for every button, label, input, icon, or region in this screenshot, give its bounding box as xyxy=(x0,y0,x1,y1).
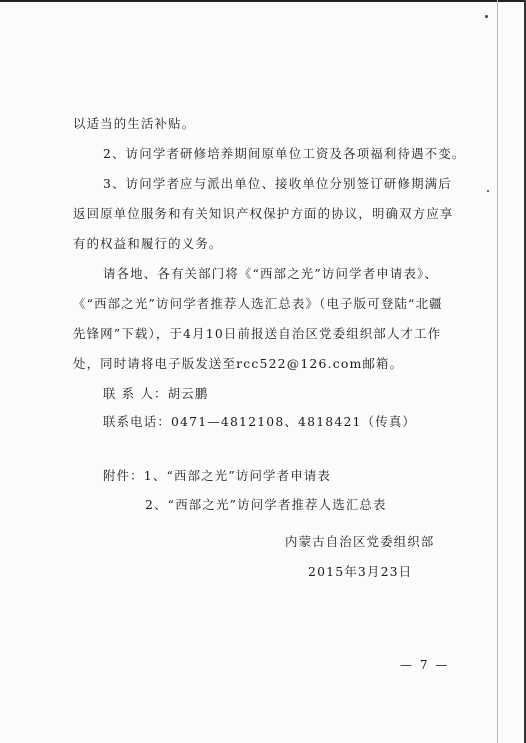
signature-org: 内蒙古自治区党委组织部 xyxy=(285,534,435,549)
body-line-4: 返回原单位服务和有关知识产权保护方面的协议，明确双方应享 xyxy=(73,206,454,221)
body-line-9: 处，同时请将电子版发送至rcc522@126.com邮箱。 xyxy=(73,356,404,371)
scan-speck xyxy=(487,190,489,192)
contact-phone: 联系电话：0471—4812108、4818421（传真） xyxy=(103,414,416,429)
body-line-3: 3、访问学者应与派出单位、接收单位分别签订研修期满后 xyxy=(103,176,452,191)
body-line-7: 《“西部之光”访问学者推荐人选汇总表》（电子版可登陆“北疆 xyxy=(73,296,443,311)
body-line-8: 先锋网”下载），于4月10日前报送自治区党委组织部人才工作 xyxy=(73,326,442,341)
contact-person: 联 系 人：胡云鹏 xyxy=(103,386,209,401)
scan-margin-line xyxy=(497,0,498,743)
body-line-5: 有的权益和履行的义务。 xyxy=(73,236,223,251)
signature-date: 2015年3月23日 xyxy=(308,564,413,579)
attachment-1: 附件：1、“西部之光”访问学者申请表 xyxy=(103,468,332,483)
body-line-6: 请各地、各有关部门将《“西部之光”访问学者申请表》、 xyxy=(103,266,439,281)
page-number: — 7 — xyxy=(400,658,450,672)
body-line-2: 2、访问学者研修培养期间原单位工资及各项福利待遇不变。 xyxy=(103,146,466,161)
scan-speck xyxy=(485,15,488,18)
scan-border-top xyxy=(0,0,526,2)
attachment-2: 2、“西部之光”访问学者推荐人选汇总表 xyxy=(145,497,387,512)
body-line-1: 以适当的生活补贴。 xyxy=(73,116,196,131)
